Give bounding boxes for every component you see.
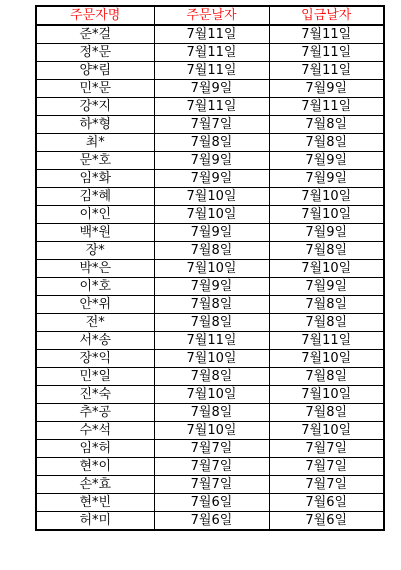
cell-orderer-name: 백*원 xyxy=(36,224,154,242)
table-row xyxy=(36,206,384,224)
cell-order-date: 7월7일 xyxy=(154,440,269,458)
table-row xyxy=(36,80,384,98)
cell-orderer-name: 하*형 xyxy=(36,116,154,134)
cell-payment-date: 7월9일 xyxy=(269,170,384,188)
cell-order-date: 7월6일 xyxy=(154,494,269,512)
cell-orderer-name: 준*걸 xyxy=(36,25,154,44)
table-row xyxy=(36,368,384,386)
cell-order-date: 7월9일 xyxy=(154,80,269,98)
cell-payment-date: 7월10일 xyxy=(269,260,384,278)
table-row xyxy=(36,62,384,80)
table-row xyxy=(36,278,384,296)
cell-orderer-name: 진*숙 xyxy=(36,386,154,404)
cell-orderer-name: 민*문 xyxy=(36,80,154,98)
cell-orderer-name: 안*위 xyxy=(36,296,154,314)
cell-orderer-name: 김*혜 xyxy=(36,188,154,206)
cell-payment-date: 7월7일 xyxy=(269,458,384,476)
table-row xyxy=(36,458,384,476)
cell-order-date: 7월9일 xyxy=(154,170,269,188)
cell-orderer-name: 임*화 xyxy=(36,170,154,188)
cell-payment-date: 7월11일 xyxy=(269,332,384,350)
cell-order-date: 7월10일 xyxy=(154,422,269,440)
cell-payment-date: 7월6일 xyxy=(269,512,384,531)
table-row xyxy=(36,350,384,368)
cell-payment-date: 7월7일 xyxy=(269,440,384,458)
cell-orderer-name: 추*공 xyxy=(36,404,154,422)
table-row xyxy=(36,494,384,512)
cell-order-date: 7월11일 xyxy=(154,25,269,44)
cell-order-date: 7월8일 xyxy=(154,404,269,422)
cell-payment-date: 7월10일 xyxy=(269,422,384,440)
cell-payment-date: 7월9일 xyxy=(269,224,384,242)
cell-order-date: 7월10일 xyxy=(154,206,269,224)
header-orderer-name: 주문자명 xyxy=(36,6,154,25)
cell-payment-date: 7월8일 xyxy=(269,242,384,260)
cell-orderer-name: 손*효 xyxy=(36,476,154,494)
cell-payment-date: 7월11일 xyxy=(269,44,384,62)
table-row xyxy=(36,25,384,44)
cell-payment-date: 7월11일 xyxy=(269,25,384,44)
table-row xyxy=(36,476,384,494)
cell-orderer-name: 최* xyxy=(36,134,154,152)
table-row xyxy=(36,314,384,332)
cell-payment-date: 7월9일 xyxy=(269,80,384,98)
cell-order-date: 7월11일 xyxy=(154,332,269,350)
table-row xyxy=(36,152,384,170)
cell-order-date: 7월10일 xyxy=(154,386,269,404)
order-payment-table xyxy=(35,5,385,531)
cell-orderer-name: 양*림 xyxy=(36,62,154,80)
table-row xyxy=(36,512,384,531)
cell-payment-date: 7월8일 xyxy=(269,368,384,386)
cell-payment-date: 7월8일 xyxy=(269,296,384,314)
cell-order-date: 7월8일 xyxy=(154,134,269,152)
table-row xyxy=(36,116,384,134)
cell-order-date: 7월10일 xyxy=(154,188,269,206)
cell-payment-date: 7월10일 xyxy=(269,386,384,404)
cell-order-date: 7월11일 xyxy=(154,44,269,62)
table-row xyxy=(36,332,384,350)
cell-orderer-name: 이*인 xyxy=(36,206,154,224)
cell-orderer-name: 장*익 xyxy=(36,350,154,368)
cell-payment-date: 7월10일 xyxy=(269,206,384,224)
table-row xyxy=(36,440,384,458)
cell-orderer-name: 문*호 xyxy=(36,152,154,170)
header-row xyxy=(36,6,384,25)
cell-orderer-name: 수*석 xyxy=(36,422,154,440)
cell-orderer-name: 서*송 xyxy=(36,332,154,350)
cell-order-date: 7월7일 xyxy=(154,116,269,134)
cell-order-date: 7월11일 xyxy=(154,98,269,116)
table-row xyxy=(36,242,384,260)
cell-order-date: 7월8일 xyxy=(154,314,269,332)
cell-orderer-name: 민*일 xyxy=(36,368,154,386)
cell-orderer-name: 이*호 xyxy=(36,278,154,296)
table-row xyxy=(36,260,384,278)
cell-payment-date: 7월8일 xyxy=(269,314,384,332)
cell-payment-date: 7월11일 xyxy=(269,62,384,80)
cell-orderer-name: 강*지 xyxy=(36,98,154,116)
cell-order-date: 7월9일 xyxy=(154,152,269,170)
table-row xyxy=(36,98,384,116)
table-body xyxy=(36,25,384,530)
cell-order-date: 7월7일 xyxy=(154,476,269,494)
table-row xyxy=(36,188,384,206)
cell-payment-date: 7월7일 xyxy=(269,476,384,494)
cell-payment-date: 7월8일 xyxy=(269,404,384,422)
table-row xyxy=(36,170,384,188)
table-row xyxy=(36,422,384,440)
cell-payment-date: 7월10일 xyxy=(269,350,384,368)
cell-payment-date: 7월9일 xyxy=(269,152,384,170)
cell-order-date: 7월8일 xyxy=(154,242,269,260)
table-row xyxy=(36,386,384,404)
header-order-date: 주문날자 xyxy=(154,6,269,25)
cell-order-date: 7월7일 xyxy=(154,458,269,476)
header-payment-date: 입금날자 xyxy=(269,6,384,25)
table-row xyxy=(36,44,384,62)
table-row xyxy=(36,134,384,152)
cell-orderer-name: 임*허 xyxy=(36,440,154,458)
table-row xyxy=(36,404,384,422)
cell-orderer-name: 허*미 xyxy=(36,512,154,531)
cell-order-date: 7월10일 xyxy=(154,260,269,278)
cell-orderer-name: 정*문 xyxy=(36,44,154,62)
table-header xyxy=(36,6,384,25)
cell-payment-date: 7월8일 xyxy=(269,134,384,152)
cell-orderer-name: 장* xyxy=(36,242,154,260)
cell-order-date: 7월8일 xyxy=(154,368,269,386)
cell-payment-date: 7월11일 xyxy=(269,98,384,116)
table-row xyxy=(36,224,384,242)
cell-order-date: 7월9일 xyxy=(154,278,269,296)
cell-order-date: 7월10일 xyxy=(154,350,269,368)
cell-orderer-name: 전* xyxy=(36,314,154,332)
cell-payment-date: 7월10일 xyxy=(269,188,384,206)
cell-payment-date: 7월6일 xyxy=(269,494,384,512)
cell-order-date: 7월8일 xyxy=(154,296,269,314)
cell-orderer-name: 현*이 xyxy=(36,458,154,476)
cell-orderer-name: 현*빈 xyxy=(36,494,154,512)
cell-order-date: 7월6일 xyxy=(154,512,269,531)
cell-payment-date: 7월9일 xyxy=(269,278,384,296)
table-row xyxy=(36,296,384,314)
cell-orderer-name: 박*은 xyxy=(36,260,154,278)
cell-order-date: 7월11일 xyxy=(154,62,269,80)
cell-payment-date: 7월8일 xyxy=(269,116,384,134)
cell-order-date: 7월9일 xyxy=(154,224,269,242)
